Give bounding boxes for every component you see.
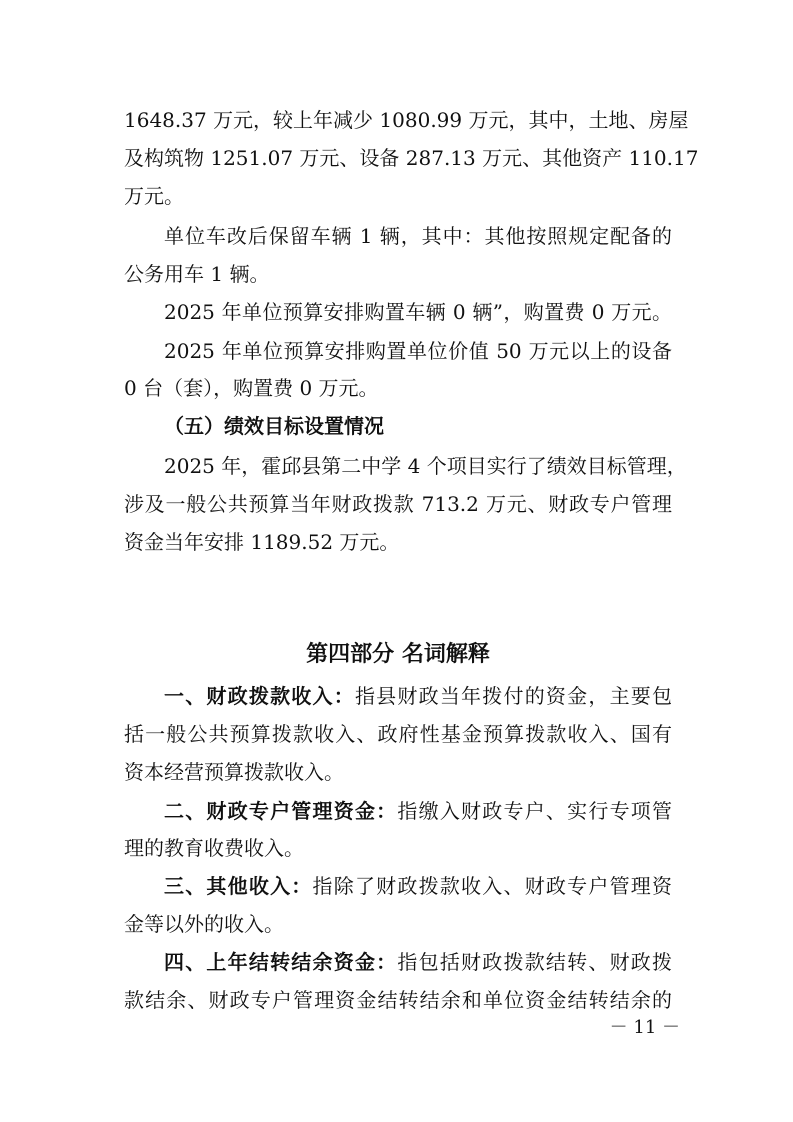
term3-label: 三、其他收入： bbox=[164, 874, 313, 898]
para5-line3: 资金当年安排 1189.52 万元。 bbox=[124, 530, 400, 554]
para4-line1: 2025 年单位预算安排购置单位价值 50 万元以上的设备 bbox=[164, 339, 672, 363]
term1-label: 一、财政拨款收入： bbox=[164, 684, 355, 708]
term2-text: 指缴入财政专户、实行专项管 bbox=[397, 799, 673, 823]
para4-line2: 0 台（套），购置费 0 万元。 bbox=[124, 376, 379, 400]
term4-line1 bbox=[164, 948, 672, 976]
term4-label: 四、上年结转结余资金： bbox=[164, 950, 398, 974]
term3-line2: 金等以外的收入。 bbox=[124, 912, 284, 936]
para2-line1: 单位车改后保留车辆 1 辆，其中：其他按照规定配备的 bbox=[164, 224, 672, 248]
section-heading-performance: （五）绩效目标设置情况 bbox=[164, 414, 384, 438]
term2-line2: 理的教育收费收入。 bbox=[124, 836, 304, 860]
term1-line1 bbox=[164, 682, 672, 710]
term1-line2: 括一般公共预算拨款收入、政府性基金预算拨款收入、国有 bbox=[124, 722, 672, 746]
para1-line1: 1648.37 万元，较上年减少 1080.99 万元，其中，土地、房屋 bbox=[124, 108, 689, 132]
term2-label: 二、财政专户管理资金： bbox=[164, 799, 398, 823]
term3-text: 指除了财政拨款收入、财政专户管理资 bbox=[312, 874, 673, 898]
section-title: 第四部分 名词解释 bbox=[306, 642, 490, 667]
term4-text: 指包括财政拨款结转、财政拨 bbox=[397, 950, 673, 974]
para5-line2: 涉及一般公共预算当年财政拨款 713.2 万元、财政专户管理 bbox=[124, 492, 672, 516]
term4-line2: 款结余、财政专户管理资金结转结余和单位资金结转结余的 bbox=[124, 988, 672, 1012]
term1-line3: 资本经营预算拨款收入。 bbox=[124, 760, 344, 784]
para3-line1: 2025 年单位预算安排购置车辆 0 辆”，购置费 0 万元。 bbox=[164, 300, 672, 324]
para2-line2: 公务用车 1 辆。 bbox=[124, 262, 270, 286]
para1-line2: 及构筑物 1251.07 万元、设备 287.13 万元、其他资产 110.17 bbox=[124, 146, 699, 170]
para5-line1: 2025 年，霍邱县第二中学 4 个项目实行了绩效目标管理， bbox=[164, 454, 687, 478]
para1-line3: 万元。 bbox=[124, 184, 184, 208]
term2-line1 bbox=[164, 797, 672, 825]
term1-text: 指县财政当年拨付的资金，主要包 bbox=[354, 684, 673, 708]
term3-line1 bbox=[164, 872, 672, 900]
page-number: － 11 － bbox=[609, 1017, 680, 1038]
